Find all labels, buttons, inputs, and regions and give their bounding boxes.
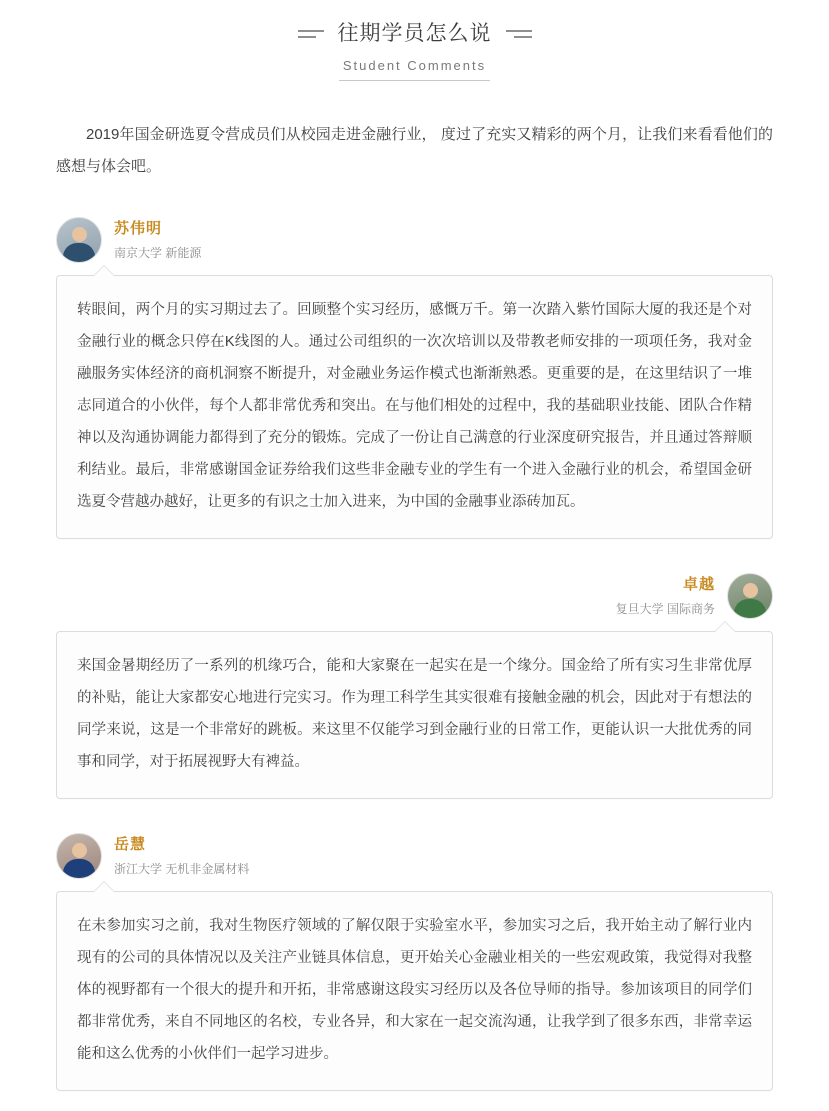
intro-paragraph: 2019年国金研选夏令营成员们从校园走进金融行业， 度过了充实又精彩的两个月，让我们来看看他们的感想与体会吧。	[56, 126, 773, 175]
avatar-body	[63, 859, 95, 879]
person-name: 苏伟明	[114, 220, 163, 238]
avatar-head	[72, 843, 87, 858]
person-meta	[616, 574, 715, 618]
avatar	[56, 833, 102, 879]
comment-block	[56, 573, 773, 799]
person-meta	[114, 218, 201, 262]
avatar	[56, 217, 102, 263]
comment-text: 在未参加实习之前，我对生物医疗领域的了解仅限于实验室水平，参加实习之后，我开始主动了解行业内现有的公司的具体情况以及关注产业链具体信息，更开始关心金融业相关的一些宏观政策，我觉得对我整体的视野都有一个很大的提升和开拓，非常感谢这段实习经历以及各位导师的指导。参加该项目的同学们都非常优秀，来自不同地区的名校，专业各异，和大家在一起交流沟通，让我学到了很多东西，非常幸运能和这么优秀的小伙伴们一起学习进步。	[56, 891, 773, 1091]
person-name: 岳慧	[114, 836, 147, 854]
avatar	[727, 573, 773, 619]
person-row	[56, 573, 773, 619]
page-header	[56, 0, 773, 81]
person-school: 复旦大学 国际商务	[615, 601, 715, 616]
comment-text: 转眼间，两个月的实习期过去了。回顾整个实习经历，感慨万千。第一次踏入紫竹国际大厦的我还是个对金融行业的概念只停在K线图的人。通过公司组织的一次次培训以及带教老师安排的一项项任务，我对金融服务实体经济的商机洞察不断提升，对金融业务运作模式也渐渐熟悉。更重要的是，在这里结识了一堆志同道合的小伙伴，每个人都非常优秀和突出。在与他们相处的过程中，我的基础职业技能、团队合作精神以及沟通协调能力都得到了充分的锻炼。完成了一份让自己满意的行业深度研究报告，并且通过答辩顺利结业。最后，非常感谢国金证券给我们这些非金融专业的学生有一个进入金融行业的机会，希望国金研选夏令营越办越好，让更多的有识之士加入进来，为中国的金融事业添砖加瓦。	[56, 275, 773, 539]
person-name: 卓越	[682, 576, 715, 594]
lines-deco-icon-right	[506, 27, 532, 41]
avatar-head	[743, 583, 758, 598]
person-meta	[114, 834, 249, 878]
avatar-head	[72, 227, 87, 242]
comment-block	[56, 833, 773, 1091]
comment-bubble-wrap	[56, 891, 773, 1091]
person-row	[56, 833, 773, 879]
avatar-body	[63, 243, 95, 263]
title-row	[56, 20, 773, 48]
subtitle-row	[56, 58, 773, 81]
comment-text: 来国金暑期经历了一系列的机缘巧合，能和大家聚在一起实在是一个缘分。国金给了所有实习生非常优厚的补贴，能让大家都安心地进行完实习。作为理工科学生其实很难有接触金融的机会，因此对于有想法的同学来说，这是一个非常好的跳板。来这里不仅能学习到金融行业的日常工作，更能认识一大批优秀的同事和同学，对于拓展视野大有裨益。	[56, 631, 773, 799]
comment-bubble-wrap	[56, 631, 773, 799]
comment-bubble-wrap	[56, 275, 773, 539]
person-school: 浙江大学 无机非金属材料	[114, 861, 250, 876]
person-school: 南京大学 新能源	[114, 245, 202, 260]
page-subtitle: Student Comments	[339, 58, 490, 81]
person-row	[56, 217, 773, 263]
avatar-body	[734, 599, 766, 619]
lines-deco-icon-left	[298, 27, 324, 41]
comment-block	[56, 217, 773, 539]
page-title: 往期学员怎么说	[337, 22, 492, 45]
